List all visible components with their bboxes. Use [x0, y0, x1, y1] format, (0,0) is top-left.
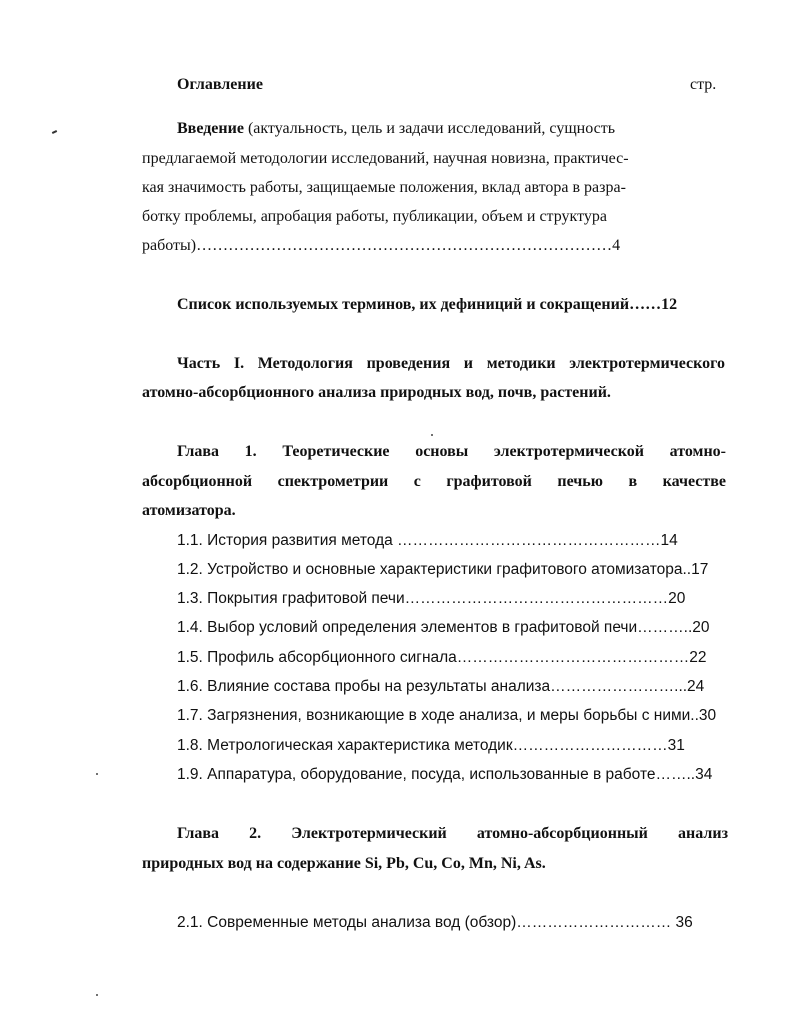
toc-item-1-7: 1.7. Загрязнения, возникающие в ходе анализа, и меры борьбы с ними..30	[177, 707, 717, 724]
part1-line-1: Часть I. Методология проведения и методики электротермического	[177, 355, 725, 372]
toc-item-1-5: 1.5. Профиль абсорбционного сигнала………………………………………22	[177, 649, 707, 666]
chapter1-line-3: атомизатора.	[142, 502, 236, 519]
chapter1-line-1: Глава 1. Теоретические основы электротермической атомно-	[177, 443, 726, 460]
intro-line-1	[177, 120, 615, 138]
chapter2-line-1: Глава 2. Электротермический атомно-абсорбционный анализ	[177, 825, 728, 842]
toc-title: Оглавление	[177, 76, 263, 93]
toc-item-1-4: 1.4. Выбор условий определения элементов в графитовой печи………..20	[177, 619, 710, 636]
terms-entry: Список используемых терминов, их дефиниций и сокращений……12	[177, 296, 678, 313]
intro-line-5: работы)……………………………………………………………………4	[142, 237, 621, 254]
toc-item-1-9: 1.9. Аппаратура, оборудование, посуда, использованные в работе……..34	[177, 766, 713, 783]
intro-line-1-rest: (актуальность, цель и задачи исследований, сущность	[243, 120, 615, 137]
toc-item-1-2: 1.2. Устройство и основные характеристики графитового атомизатора..17	[177, 561, 709, 578]
intro-line-3: кая значимость работы, защищаемые положения, вклад автора в разра-	[142, 179, 626, 196]
toc-item-2-1: 2.1. Современные методы анализа вод (обзор)………………………… 36	[177, 914, 693, 931]
scan-speck	[96, 994, 98, 996]
toc-item-1-8: 1.8. Метрологическая характеристика методик…………………………31	[177, 737, 685, 754]
page-column-label: стр.	[690, 76, 717, 93]
scan-mark	[52, 130, 57, 134]
intro-bold-word: Введение	[177, 120, 244, 137]
intro-line-4: ботку проблемы, апробация работы, публикации, объем и структура	[142, 208, 607, 225]
chapter1-line-2: абсорбционной спектрометрии с графитовой печью в качестве	[142, 473, 726, 490]
chapter2-line-2: природных вод на содержание Si, Pb, Cu, Co, Mn, Ni, As.	[142, 855, 546, 872]
toc-item-1-1: 1.1. История развития метода ……………………………………………14	[177, 532, 678, 549]
toc-item-1-3: 1.3. Покрытия графитовой печи……………………………………………20	[177, 590, 686, 607]
toc-item-1-6: 1.6. Влияние состава пробы на результаты анализа……………………...24	[177, 678, 705, 695]
scan-speck	[431, 434, 433, 436]
scan-speck	[96, 773, 98, 775]
intro-line-2: предлагаемой методологии исследований, научная новизна, практичес-	[142, 150, 629, 167]
part1-line-2: атомно-абсорбционного анализа природных вод, почв, растений.	[142, 384, 611, 401]
